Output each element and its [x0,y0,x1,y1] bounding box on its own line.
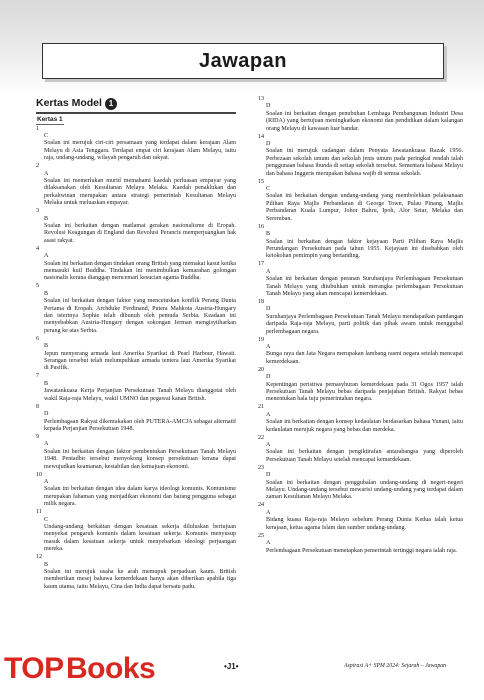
answer-item [258,96,463,133]
answer-item [36,554,236,591]
answer-explanation: Bidang kuasa Raja-raja Melayu sebelum Perang Dunia Kedua ialah ketua kerajaan, ketua agama Islam dan sumber undang-undang. [266,517,463,531]
answer-letter: A [266,411,271,418]
answer-item [258,502,463,532]
question-number: 15 [258,178,265,185]
section-label: Kertas 1 [37,115,63,123]
header-banner [0,0,484,95]
answer-letter: D [266,141,271,148]
answer-letter: B [266,231,271,238]
answer-explanation: Suruhanjaya Perlembagaan Persekutuan Tanah Melayu mendapatkan pandangan daripada Raja-raja Melayu, parti politik dan pihak awam untuk menggubal perlembagaan negara. [266,313,463,335]
paper-heading [36,97,236,110]
answer-explanation: Perlembagaan Persekutuan menetapkan pemerintah tertinggi negara ialah raja. [266,547,458,554]
answer-item [36,336,236,373]
left-column [36,96,236,592]
question-number: 1 [36,125,40,132]
answer-item [258,299,463,336]
answer-explanation: Soalan ini merujuk cadangan dalam Penyata Jawatankuasa Razak 1956. Perbezaan sekolah umum dan sekolah jenis umum pada peringkat rendah ialah penggunaan bahasa ibunda di setiap sekolah tersebut. Sementara bahasa Melayu dan bahasa Inggeris merupakan bahasa wajib di semua sekolah. [266,148,463,177]
answer-item [36,472,236,509]
answer-item [258,134,463,178]
answer-item [36,373,236,403]
answer-letter: B [44,215,49,222]
question-number: 7 [36,373,40,380]
answer-list-left [36,126,236,592]
answer-explanation: Soalan ini berkaitan dengan matlamat gerakan nasionalisme di Eropah. Revolusi Keagungan di England dan Revolusi Perancis memperjuangkan hak asasi rakyat. [44,222,236,244]
answer-item [258,261,463,298]
answer-explanation: Jepun menyerang armada laut Amerika Syarikat di Pearl Harbour, Hawaii. Serangan tersebut telah melumpuhkan armada tentera laut Amerika Syarikat di Pasifik. [44,350,236,372]
answer-explanation: Perlembagaan Rakyat dikemukakan oleh PUTERA-AMCJA sebagai alternatif kepada Perjanjian Persekutuan 1948. [44,418,236,432]
answer-letter: A [266,268,271,275]
answer-item [258,404,463,434]
answer-letter: B [44,290,49,297]
watermark-logo [0,640,156,700]
answer-item [36,163,236,207]
question-number: 11 [36,509,42,516]
answer-explanation: Kepentingan peristiwa pemasyhuran kemerdekaan pada 31 Ogos 1957 ialah Persekutuan Tanah Melayu bebas daripada penjajahan British. Rakyat bebas menentukan hala tuju pemerintahan negara. [266,381,463,403]
question-number: 20 [258,366,265,373]
answer-letter: A [266,343,271,350]
answer-list-right [258,96,463,555]
answer-letter: A [44,478,49,485]
question-number: 5 [36,283,40,290]
question-number: 4 [36,245,40,252]
paper-number-badge: 1 [105,98,117,110]
answer-item [36,434,236,471]
question-number: 9 [36,433,40,440]
answer-item [258,435,463,465]
answer-explanation: Soalan ini memerlukan murid memahami kaedah perluasan empayar yang dilaksanakan oleh Kesultanan Melayu Melaka. Kaedah penaklukan dan perkahwinan merupakan antara strategi pemerintah Kesultanan Melayu Melaka untuk meluaskan empayar. [44,177,236,207]
answer-letter: A [266,540,271,547]
book-title: Aspirasi A+ SPM 2024: Sejarah – Jawapan [344,663,447,669]
right-column [258,96,463,556]
question-number: 18 [258,298,265,305]
answer-letter: B [44,343,49,350]
answer-explanation: Soalan ini berkaitan dengan penubuhan Lembaga Pembangunan Industri Desa (RIDA) yang bertujuan meningkatkan ekonomi dan pendidikan dalam kalangan orang Melayu di kawasan luar bandar. [266,110,463,132]
answer-item [258,179,463,223]
question-number: 23 [258,464,265,471]
question-number: 13 [258,96,265,102]
question-number: 16 [258,223,265,230]
answer-item [36,283,236,335]
answer-explanation: Soalan ini berkaitan dengan idea dalam karya ideologi komunis. Komunisme merupakan fahaman yang menjadikan ekonomi dan barang pengguna sebagai milik negara. [44,486,236,508]
answer-letter: A [44,441,49,448]
question-number: 14 [258,133,265,140]
answer-item [36,404,236,434]
answer-explanation: Soalan ini berkaitan dengan undang-undang yang membolehkan pelaksanaan Pilihan Raya Majlis Perbandaran di George Town, Pulau Pinang, Majlis Perbandaran Kuala Lumpur, Johor Bahru, Ipoh, Alor Setar, Melaka dan Seremban. [266,193,463,222]
page-title: Jawapan [42,43,444,79]
answer-explanation: Soalan ini merujuk ciri-ciri persamaan yang terdapat dalam kerajaan Alam Melayu di Asia Tenggara. Terdapat empat ciri kerajaan Alam Melayu, iaitu raja, undang-undang, wilayah pengaruh dan rakyat. [44,140,236,162]
question-number: 12 [36,554,43,561]
paper-title: Kertas Model [36,97,102,109]
answer-letter: D [44,411,49,418]
answer-explanation: Soalan ini berkaitan dengan peranan Suruhanjaya Perlembagaan Persekutuan Tanah Melayu yang ditubuhkan untuk merangka perlembagaan Persekutuan Tanah Melayu yang akan mencapai kemerdekaan. [266,276,463,297]
answer-letter: A [266,509,271,516]
answer-item [36,126,236,163]
answer-explanation: Jawatankuasa Kerja Perjanjian Persekutuan Tanah Melayu dianggotai oleh wakil Raja-raja Melayu, wakil UMNO dan pegawai kanan British. [44,388,236,402]
answer-letter: A [44,170,49,177]
logo-word-books: Books [66,652,156,685]
answer-letter: A [44,253,49,260]
question-number: 19 [258,336,265,343]
question-number: 22 [258,434,265,441]
answer-letter: B [44,561,49,568]
answer-item [258,224,463,261]
answer-explanation: Undang-undang berkaitan dengan kesatuan sekerja diluluskan bertujuan menyekat pengaruh komunis dalam kesatuan sekerja. Komunis menyusup masuk dalam kesatuan sekerja untuk menyebarkan ideologi perjuangan mereka. [44,523,236,553]
answer-item [36,246,236,283]
answer-item [258,367,463,404]
answer-letter: C [44,516,49,523]
question-number: 10 [36,471,43,478]
question-number: 3 [36,208,40,215]
logo-word-top: TOP [4,652,64,685]
answer-letter: C [266,186,271,193]
answer-letter: C [44,132,49,139]
question-number: 6 [36,335,40,342]
question-number: 25 [258,532,265,539]
answer-explanation: Soalan ini berkaitan dengan pengiktirafan antarabangsa yang diperoleh Persekutuan Tanah Melayu setelah mencapai kemerdekaan. [266,449,463,463]
answer-letter: B [44,380,49,387]
answer-item [258,533,463,555]
answer-explanation: Soalan ini merujuk usaha ke arah memupuk perpaduan kaum. British memberikan mesej bahawa kemerdekaan hanya akan diberikan apabila tiga kaum utama, iaitu Melayu, Cina dan India dapat bersatu padu. [44,569,236,590]
question-number: 2 [36,163,40,170]
answer-item [258,465,463,502]
answer-explanation: Soalan ini berkaitan dengan penggubalan undang-undang di negeri-negeri Melayu. Undang-undang tersebut mewarisi undang-undang yang terdapat dalam zaman Kesultanan Melayu Melaka. [266,479,463,501]
answer-letter: A [266,442,271,449]
answer-item [258,337,463,367]
question-number: 8 [36,403,40,410]
answer-explanation: Bunga raya dan Jata Negara merupakan lambang rasmi negara setelah mencapai kemerdekaan. [266,351,463,365]
heading-rule [36,112,236,114]
answer-explanation: Soalan ini berkaitan dengan faktor kejayaan Parti Pilihan Raya Majlis Perundangan Persekutuan pada tahun 1955. Kejayaan ini disebabkan oleh ketokohan pemimpin yang bertanding. [266,238,463,260]
answer-item [36,509,236,553]
question-number: 17 [258,261,265,268]
answer-letter: D [266,103,271,110]
answer-explanation: Soalan ini berkaitan dengan tindakan orang British yang memakai kasut ketika memasuki kuil Buddha. Tindakan ini menimbulkan kemarahan golongan nasionalis kerana dianggap mencemari kesucian agama Buddha. [44,260,236,282]
answer-explanation: Soalan ini berkaitan dengan konsep kedaulatan berdasarkan bahasa Yunani, iaitu kedaulatan merujuk negara yang bebas dan merdeka. [266,419,463,433]
answer-explanation: Soalan ini berkaitan dengan faktor pembentukan Persekutuan Tanah Melayu 1948. Pentadbir tersebut menyokong konsep persekutuan kerana dapat mewujudkan keamanan, kestabilan dan kemajuan ekonomi. [44,448,236,470]
answer-item [36,208,236,245]
question-number: 21 [258,404,265,411]
answer-letter: D [266,306,271,313]
answer-letter: D [266,374,271,381]
page-number: •J1• [224,662,239,671]
answer-letter: D [266,472,271,479]
answer-explanation: Soalan ini berkaitan dengan faktor yang mencetuskan konflik Perang Dunia Pertama di Eropah. Archduke Ferdinand, Putera Mahkota Austria-Hungary dan isterinya Sophie telah dibunuh oleh pemuda Serbia. Keadaan ini menyebabkan Austria-Hungary dengan sokongan Jerman mengisytiharkan perang ke atas Serbia. [44,298,236,334]
question-number: 24 [258,502,265,509]
